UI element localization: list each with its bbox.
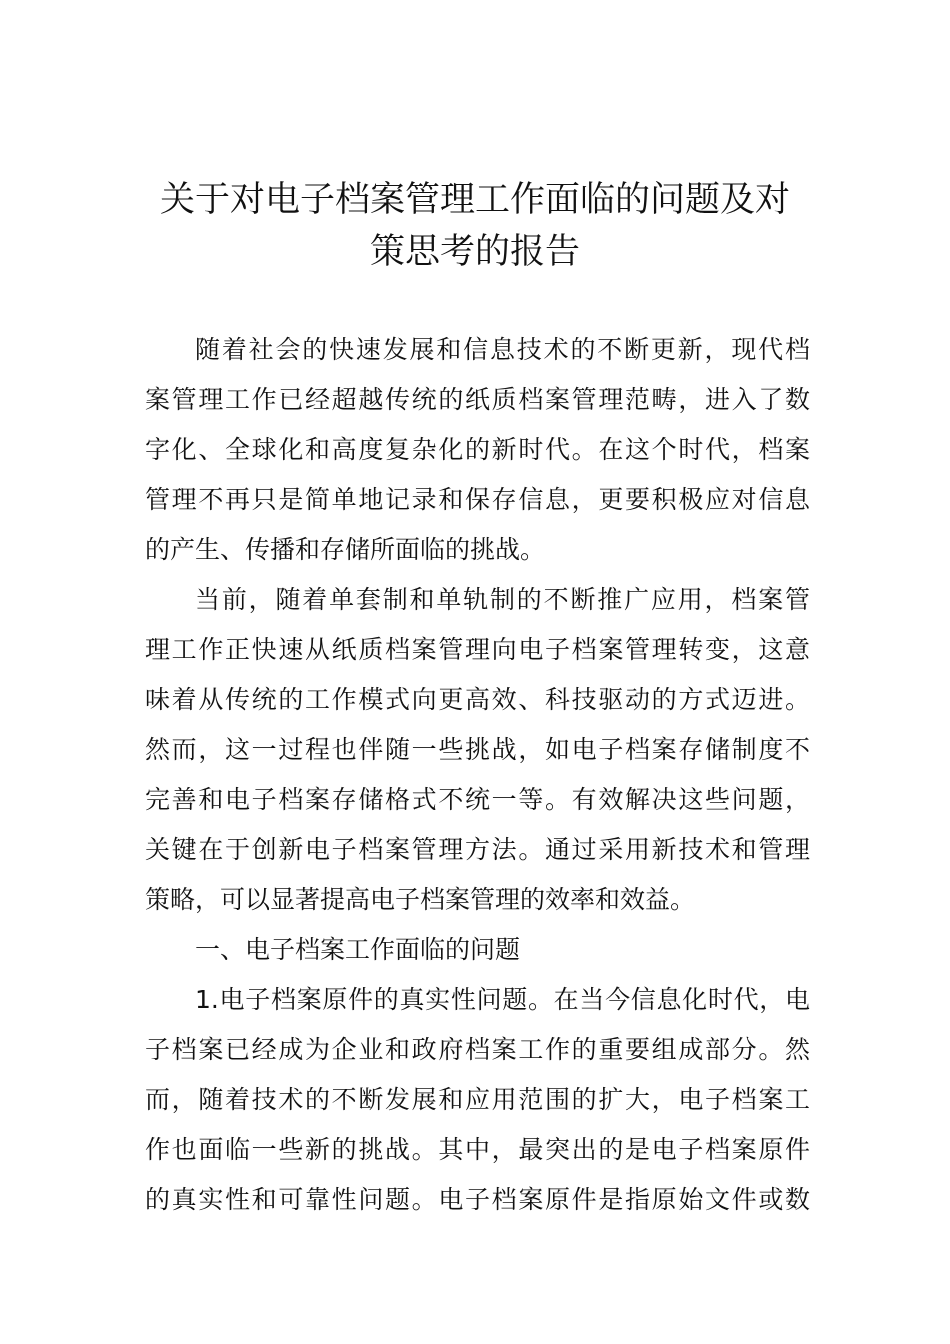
title-line-1: 关于对电子档案管理工作面临的问题及对 [159, 180, 790, 220]
body-line: 作也面临一些新的挑战。其中，最突出的是电子档案原件 [145, 1135, 810, 1164]
document-body [145, 325, 810, 1225]
body-line: 完善和电子档案存储格式不统一等。有效解决这些问题， [145, 785, 810, 814]
body-line: 案管理工作已经超越传统的纸质档案管理范畴，进入了数 [145, 385, 810, 414]
body-line: 策略，可以显著提高电子档案管理的效率和效益。 [145, 885, 696, 914]
body-line: 当前，随着单套制和单轨制的不断推广应用，档案管 [195, 585, 810, 614]
title-line-2: 策思考的报告 [369, 232, 580, 272]
section-heading: 一、电子档案工作面临的问题 [195, 935, 521, 964]
body-line: 的真实性和可靠性问题。电子档案原件是指原始文件或数 [145, 1185, 810, 1214]
body-line: 1.电子档案原件的真实性问题。在当今信息化时代，电 [195, 985, 810, 1014]
body-line: 的产生、传播和存储所面临的挑战。 [145, 535, 546, 564]
body-line: 而，随着技术的不断发展和应用范围的扩大，电子档案工 [145, 1085, 810, 1114]
body-line: 字化、全球化和高度复杂化的新时代。在这个时代，档案 [145, 435, 810, 464]
body-line: 然而，这一过程也伴随一些挑战，如电子档案存储制度不 [145, 735, 810, 764]
body-line: 关键在于创新电子档案管理方法。通过采用新技术和管理 [145, 835, 810, 864]
body-line: 管理不再只是简单地记录和保存信息，更要积极应对信息 [145, 485, 810, 514]
document-title [120, 174, 830, 278]
body-line: 随着社会的快速发展和信息技术的不断更新，现代档 [195, 335, 810, 364]
body-line: 味着从传统的工作模式向更高效、科技驱动的方式迈进。 [145, 685, 810, 714]
body-line: 子档案已经成为企业和政府档案工作的重要组成部分。然 [145, 1035, 810, 1064]
body-line: 理工作正快速从纸质档案管理向电子档案管理转变，这意 [145, 635, 810, 664]
